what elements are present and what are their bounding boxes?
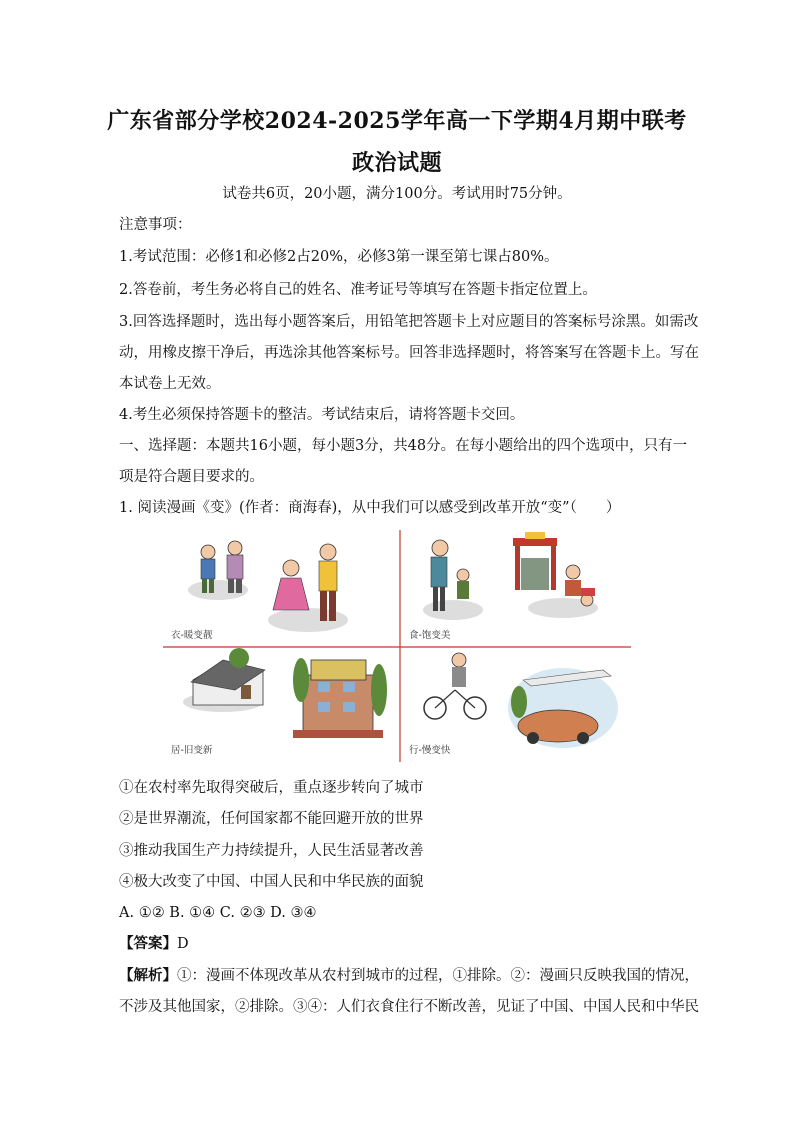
- answer-label: 【答案】: [119, 935, 177, 952]
- housing-scene-image: [183, 648, 387, 738]
- notice-item: 1.考试范围：必修1和必修2占20%，必修3第一课至第七课占80%。: [119, 249, 559, 265]
- caption-travel: 行-慢变快: [409, 745, 451, 756]
- exam-title: 广东省部分学校2024-2025学年高一下学期4月期中联考: [107, 108, 687, 134]
- option-3: ③推动我国生产力持续提升，人民生活显著改善: [119, 843, 424, 859]
- section-heading-cont: 项是符合题目要求的。: [119, 469, 264, 485]
- comic-illustration: [163, 530, 631, 762]
- analysis-label: 【解析】: [119, 967, 177, 984]
- analysis-row: [119, 966, 699, 986]
- travel-scene-image: [424, 653, 618, 748]
- caption-housing: 居-旧变新: [171, 745, 213, 756]
- answer-value: D: [177, 936, 189, 952]
- exam-subject-title: 政治试题: [351, 150, 442, 176]
- option-1: ①在农村率先取得突破后，重点逐步转向了城市: [119, 780, 424, 796]
- question-stem: 1. 阅读漫画《变》(作者：商海春)，从中我们可以感受到改革开放“变”（ ）: [119, 500, 621, 516]
- exam-meta: 试卷共6页，20小题，满分100分。考试用时75分钟。: [222, 186, 572, 202]
- notice-item: 3.回答选择题时，选出每小题答案后，用铅笔把答题卡上对应题目的答案标号涂黑。如需改: [119, 314, 699, 330]
- caption-food: 食-饱变美: [409, 630, 451, 641]
- analysis-text-cont: 不涉及其他国家，②排除。③④：人们衣食住行不断改善，见证了中国、中国人民和中华民: [119, 999, 699, 1015]
- notice-item: 本试卷上无效。: [119, 376, 221, 392]
- notice-item: 4.考生必须保持答题卡的整洁。考试结束后，请将答题卡交回。: [119, 407, 525, 423]
- notice-item: 2.答卷前，考生务必将自己的姓名、准考证号等填写在答题卡指定位置上。: [119, 282, 597, 298]
- caption-clothing: 衣-暖变靓: [171, 630, 213, 641]
- food-scene-image: [423, 532, 598, 620]
- clothing-figures-image: [188, 541, 348, 632]
- answer-row: [119, 934, 189, 954]
- answer-choices: A. ①② B. ①④ C. ②③ D. ③④: [119, 905, 317, 921]
- option-2: ②是世界潮流，任何国家都不能回避开放的世界: [119, 811, 424, 827]
- notice-heading: 注意事项：: [119, 217, 192, 233]
- section-heading: 一、选择题：本题共16小题，每小题3分，共48分。在每小题给出的四个选项中，只有一: [119, 438, 688, 454]
- analysis-text: ①：漫画不体现改革从农村到城市的过程，①排除。②：漫画只反映我国的情况，: [177, 968, 699, 984]
- option-4: ④极大改变了中国、中国人民和中华民族的面貌: [119, 874, 424, 890]
- notice-item: 动，用橡皮擦干净后，再选涂其他答案标号。回答非选择题时，将答案写在答题卡上。写在: [119, 345, 699, 361]
